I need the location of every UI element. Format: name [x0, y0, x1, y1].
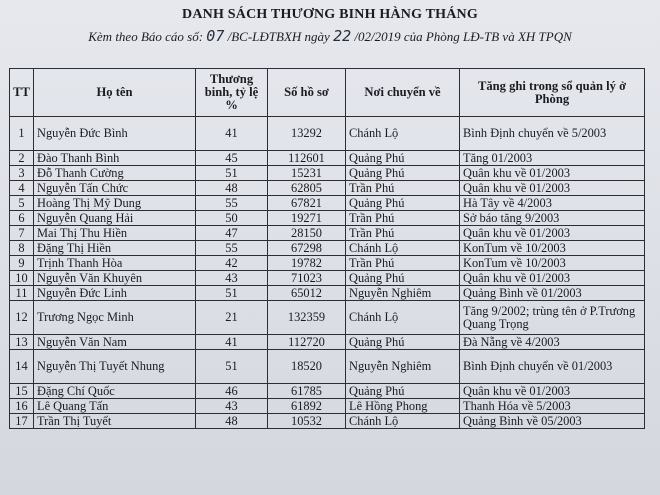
row-name-cell: Nguyễn Văn Khuyên	[34, 271, 196, 286]
row-index-cell: 6	[10, 211, 34, 226]
row-place-cell: Quảng Phú	[346, 151, 460, 166]
row-percent-cell: 21	[196, 301, 268, 335]
row-file-number-cell: 71023	[268, 271, 346, 286]
row-file-number-cell: 132359	[268, 301, 346, 335]
table-body	[10, 117, 645, 429]
row-index-cell: 15	[10, 384, 34, 399]
row-name-cell: Trần Thị Tuyết	[34, 414, 196, 429]
row-file-number-cell: 19782	[268, 256, 346, 271]
report-number: 07	[206, 27, 225, 45]
row-place-cell: Quảng Phú	[346, 271, 460, 286]
table-row	[10, 335, 645, 350]
row-file-number-cell: 19271	[268, 211, 346, 226]
row-percent-cell: 51	[196, 166, 268, 181]
header-tt: TT	[10, 69, 34, 117]
row-place-cell: Nguyễn Nghiêm	[346, 350, 460, 384]
row-place-cell: Quảng Phú	[346, 166, 460, 181]
row-file-number-cell: 61892	[268, 399, 346, 414]
row-note-cell: Sở báo tăng 9/2003	[460, 211, 645, 226]
row-place-cell: Quảng Phú	[346, 196, 460, 211]
row-name-cell: Hoàng Thị Mỹ Dung	[34, 196, 196, 211]
row-index-cell: 10	[10, 271, 34, 286]
row-place-cell: Lê Hồng Phong	[346, 399, 460, 414]
row-note-cell: Quân khu về 01/2003	[460, 226, 645, 241]
row-percent-cell: 48	[196, 414, 268, 429]
row-percent-cell: 55	[196, 241, 268, 256]
table-row	[10, 286, 645, 301]
header-note: Tăng ghi trong sổ quản lý ở Phòng	[460, 69, 645, 117]
row-index-cell: 7	[10, 226, 34, 241]
row-place-cell: Trần Phú	[346, 256, 460, 271]
row-file-number-cell: 15231	[268, 166, 346, 181]
row-percent-cell: 46	[196, 384, 268, 399]
header-percent: Thương binh, tỷ lệ %	[196, 69, 268, 117]
row-percent-cell: 48	[196, 181, 268, 196]
row-note-cell: Quân khu về 01/2003	[460, 384, 645, 399]
table-row	[10, 181, 645, 196]
row-index-cell: 1	[10, 117, 34, 151]
row-note-cell: Tăng 01/2003	[460, 151, 645, 166]
row-note-cell: Tăng 9/2002; trùng tên ở P.Trương Quang Trọng	[460, 301, 645, 335]
row-percent-cell: 51	[196, 286, 268, 301]
header-transfer-place: Nơi chuyển về	[346, 69, 460, 117]
row-name-cell: Lê Quang Tấn	[34, 399, 196, 414]
table-row	[10, 151, 645, 166]
row-note-cell: Quảng Bình về 05/2003	[460, 414, 645, 429]
row-note-cell: KonTum về 10/2003	[460, 241, 645, 256]
row-file-number-cell: 112720	[268, 335, 346, 350]
row-name-cell: Đỗ Thanh Cường	[34, 166, 196, 181]
row-note-cell: Quân khu về 01/2003	[460, 271, 645, 286]
row-percent-cell: 47	[196, 226, 268, 241]
row-index-cell: 16	[10, 399, 34, 414]
row-place-cell: Trần Phú	[346, 226, 460, 241]
row-name-cell: Đặng Chí Quốc	[34, 384, 196, 399]
veterans-table	[9, 68, 645, 429]
row-name-cell: Đặng Thị Hiền	[34, 241, 196, 256]
row-name-cell: Nguyễn Tấn Chức	[34, 181, 196, 196]
header-name: Họ tên	[34, 69, 196, 117]
row-index-cell: 11	[10, 286, 34, 301]
row-name-cell: Nguyễn Đức Bình	[34, 117, 196, 151]
row-place-cell: Trần Phú	[346, 181, 460, 196]
row-file-number-cell: 10532	[268, 414, 346, 429]
row-index-cell: 2	[10, 151, 34, 166]
row-index-cell: 13	[10, 335, 34, 350]
row-name-cell: Trương Ngọc Minh	[34, 301, 196, 335]
row-place-cell: Chánh Lộ	[346, 241, 460, 256]
row-index-cell: 8	[10, 241, 34, 256]
row-name-cell: Nguyễn Quang Hải	[34, 211, 196, 226]
report-day: 22	[333, 27, 352, 45]
row-percent-cell: 55	[196, 196, 268, 211]
table-row	[10, 117, 645, 151]
table-row	[10, 350, 645, 384]
header-file-number: Số hồ sơ	[268, 69, 346, 117]
row-index-cell: 4	[10, 181, 34, 196]
row-index-cell: 12	[10, 301, 34, 335]
row-file-number-cell: 65012	[268, 286, 346, 301]
table-row	[10, 414, 645, 429]
row-file-number-cell: 18520	[268, 350, 346, 384]
table-header-row	[10, 69, 645, 117]
subtitle-mid: /BC-LĐTBXH ngày	[224, 29, 334, 44]
row-file-number-cell: 67821	[268, 196, 346, 211]
row-note-cell: Bình Định chuyển về 01/2003	[460, 350, 645, 384]
row-file-number-cell: 13292	[268, 117, 346, 151]
table-row	[10, 196, 645, 211]
document-title: DANH SÁCH THƯƠNG BINH HÀNG THÁNG	[182, 7, 478, 22]
table-row	[10, 211, 645, 226]
row-note-cell: KonTum về 10/2003	[460, 256, 645, 271]
row-file-number-cell: 67298	[268, 241, 346, 256]
row-percent-cell: 43	[196, 399, 268, 414]
row-index-cell: 3	[10, 166, 34, 181]
row-place-cell: Chánh Lộ	[346, 414, 460, 429]
table-row	[10, 226, 645, 241]
row-percent-cell: 43	[196, 271, 268, 286]
row-index-cell: 5	[10, 196, 34, 211]
table-row	[10, 271, 645, 286]
row-index-cell: 17	[10, 414, 34, 429]
row-place-cell: Chánh Lộ	[346, 301, 460, 335]
row-name-cell: Mai Thị Thu Hiền	[34, 226, 196, 241]
table-row	[10, 256, 645, 271]
table-row	[10, 166, 645, 181]
row-note-cell: Hà Tây về 4/2003	[460, 196, 645, 211]
row-percent-cell: 42	[196, 256, 268, 271]
row-note-cell: Quân khu về 01/2003	[460, 181, 645, 196]
document-subtitle	[0, 27, 660, 45]
table-row	[10, 301, 645, 335]
row-file-number-cell: 112601	[268, 151, 346, 166]
subtitle-prefix: Kèm theo Báo cáo số:	[88, 29, 207, 44]
row-note-cell: Bình Định chuyển về 5/2003	[460, 117, 645, 151]
row-place-cell: Nguyễn Nghiêm	[346, 286, 460, 301]
row-name-cell: Trịnh Thanh Hòa	[34, 256, 196, 271]
row-index-cell: 14	[10, 350, 34, 384]
row-place-cell: Chánh Lộ	[346, 117, 460, 151]
row-place-cell: Quảng Phú	[346, 384, 460, 399]
row-note-cell: Đà Nẵng về 4/2003	[460, 335, 645, 350]
row-percent-cell: 41	[196, 117, 268, 151]
row-name-cell: Nguyễn Thị Tuyết Nhung	[34, 350, 196, 384]
row-index-cell: 9	[10, 256, 34, 271]
row-name-cell: Đào Thanh Bình	[34, 151, 196, 166]
table-row	[10, 241, 645, 256]
row-note-cell: Thanh Hóa về 5/2003	[460, 399, 645, 414]
row-place-cell: Trần Phú	[346, 211, 460, 226]
row-name-cell: Nguyễn Văn Nam	[34, 335, 196, 350]
row-percent-cell: 41	[196, 335, 268, 350]
table-row	[10, 399, 645, 414]
row-note-cell: Quảng Bình về 01/2003	[460, 286, 645, 301]
row-percent-cell: 45	[196, 151, 268, 166]
row-name-cell: Nguyễn Đức Linh	[34, 286, 196, 301]
row-note-cell: Quân khu về 01/2003	[460, 166, 645, 181]
subtitle-suffix: /02/2019 của Phòng LĐ-TB và XH TPQN	[351, 29, 572, 44]
row-percent-cell: 50	[196, 211, 268, 226]
row-percent-cell: 51	[196, 350, 268, 384]
row-file-number-cell: 28150	[268, 226, 346, 241]
table-row	[10, 384, 645, 399]
row-file-number-cell: 62805	[268, 181, 346, 196]
row-place-cell: Quảng Phú	[346, 335, 460, 350]
row-file-number-cell: 61785	[268, 384, 346, 399]
